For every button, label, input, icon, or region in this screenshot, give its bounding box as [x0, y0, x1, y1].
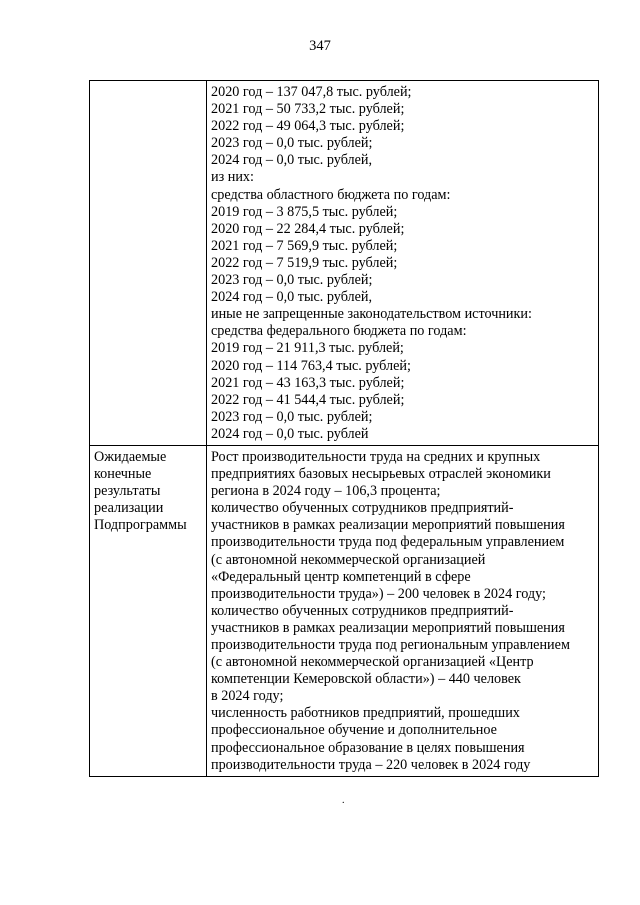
text-line: 2022 год – 7 519,9 тыс. рублей; — [211, 254, 398, 271]
text-line: 2022 год – 49 064,3 тыс. рублей; — [211, 118, 405, 135]
footer-mark: . — [342, 795, 345, 806]
text-line: 2023 год – 0,0 тыс. рублей; — [211, 135, 373, 152]
text-line: иные не запрещенные законодательством источники: — [211, 306, 532, 323]
text-line: профессиональное обучение и дополнительное — [211, 722, 497, 739]
table-row-financing — [90, 81, 599, 446]
text-line: количество обученных сотрудников предприятий- — [211, 500, 514, 517]
text-line: 2021 год – 43 163,3 тыс. рублей; — [211, 374, 405, 391]
text-line: производительности труда под региональным управлением — [211, 637, 570, 653]
text-line: производительности труда») – 200 человек в 2024 году; — [211, 585, 546, 602]
text-line: 2019 год – 3 875,5 тыс. рублей; — [211, 203, 398, 220]
program-passport-table — [89, 80, 599, 777]
expected-results-label-cell — [90, 445, 207, 776]
text-line: профессиональное образование в целях повышения — [211, 739, 525, 756]
text-line: в 2024 году; — [211, 688, 284, 705]
text-line: (с автономной некоммерческой организацией «Центр — [211, 654, 534, 671]
text-line: 2021 год – 7 569,9 тыс. рублей; — [211, 237, 398, 254]
text-line: Рост производительности труда на средних и крупных — [211, 448, 541, 465]
label-line: реализации — [94, 500, 164, 517]
text-line: 2020 год – 114 763,4 тыс. рублей; — [211, 357, 411, 374]
text-line: производительности труда – 220 человек в 2024 году — [211, 756, 531, 773]
page-number: 347 — [309, 38, 331, 54]
text-line: численность работников предприятий, прошедших — [211, 705, 520, 722]
text-line: 2024 год – 0,0 тыс. рублей — [211, 425, 369, 442]
label-line: Подпрограммы — [94, 517, 187, 534]
row-label-cell-financing — [90, 81, 207, 446]
text-line: 2023 год – 0,0 тыс. рублей; — [211, 408, 373, 425]
text-line: 2022 год – 41 544,4 тыс. рублей; — [211, 391, 405, 408]
text-line: 2024 год – 0,0 тыс. рублей, — [211, 289, 373, 306]
text-line: «Федеральный центр компетенций в сфере — [211, 568, 471, 585]
text-line: 2024 год – 0,0 тыс. рублей, — [211, 152, 373, 169]
text-line: 2019 год – 21 911,3 тыс. рублей; — [211, 340, 404, 357]
text-line: 2020 год – 22 284,4 тыс. рублей; — [211, 220, 405, 237]
text-line: средства областного бюджета по годам: — [211, 186, 451, 203]
label-line: конечные — [94, 466, 152, 483]
text-line: 2023 год – 0,0 тыс. рублей; — [211, 272, 373, 289]
text-line: 2021 год – 50 733,2 тыс. рублей; — [211, 101, 405, 118]
text-line: предприятиях базовых несырьевых отраслей экономики — [211, 466, 551, 483]
text-line: компетенции Кемеровской области») – 440 человек — [211, 671, 521, 688]
financing-cell — [207, 81, 599, 446]
text-line: участников в рамках реализации мероприятий повышения — [211, 517, 565, 534]
expected-results-cell — [207, 445, 599, 776]
text-line: участников в рамках реализации мероприятий повышения — [211, 619, 565, 636]
text-line: производительности труда под федеральным управлением — [211, 534, 565, 551]
text-line: (с автономной некоммерческой организацией — [211, 551, 486, 568]
text-line: региона в 2024 году – 106,3 процента; — [211, 483, 441, 500]
text-line: средства федерального бюджета по годам: — [211, 323, 467, 340]
text-line: 2020 год – 137 047,8 тыс. рублей; — [211, 84, 412, 100]
table-row-expected-results — [90, 445, 599, 776]
text-line: из них: — [211, 169, 254, 186]
label-line: результаты — [94, 483, 161, 500]
text-line: количество обученных сотрудников предприятий- — [211, 602, 514, 619]
label-line: Ожидаемые — [94, 448, 167, 465]
